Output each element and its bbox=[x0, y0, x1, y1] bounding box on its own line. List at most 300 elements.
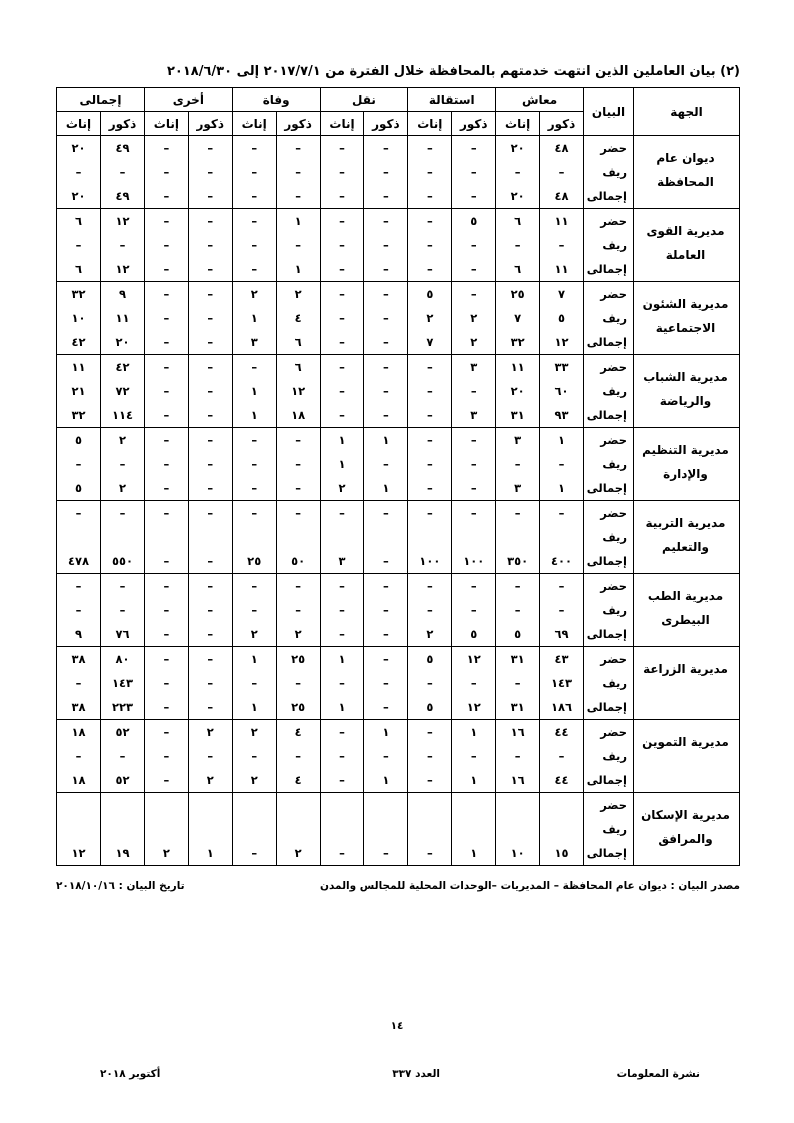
value-cell: ٢٥ bbox=[276, 695, 320, 720]
header-group: معاش bbox=[496, 88, 584, 112]
value-cell: ٣٢ bbox=[496, 330, 540, 355]
value-cell: – bbox=[232, 501, 276, 526]
value-cell: – bbox=[232, 671, 276, 695]
value-cell: – bbox=[408, 671, 452, 695]
value-cell: – bbox=[101, 233, 145, 257]
value-cell: ١ bbox=[540, 476, 584, 501]
value-cell: ١١ bbox=[57, 355, 101, 380]
value-cell: – bbox=[364, 647, 408, 672]
value-cell: ١ bbox=[364, 720, 408, 745]
value-cell: – bbox=[188, 379, 232, 403]
value-cell bbox=[364, 817, 408, 841]
value-cell: ٩ bbox=[57, 622, 101, 647]
value-cell: ٢ bbox=[408, 622, 452, 647]
value-cell: – bbox=[408, 452, 452, 476]
value-cell: – bbox=[452, 136, 496, 161]
header-female: إناث bbox=[408, 112, 452, 136]
value-cell: ١٢ bbox=[452, 647, 496, 672]
value-cell: – bbox=[144, 549, 188, 574]
value-cell: ٤٠٠ bbox=[540, 549, 584, 574]
header-group: وفاة bbox=[232, 88, 320, 112]
value-cell: – bbox=[276, 671, 320, 695]
value-cell: – bbox=[540, 744, 584, 768]
header-female: إناث bbox=[57, 112, 101, 136]
value-cell: – bbox=[364, 549, 408, 574]
value-cell: ١ bbox=[364, 428, 408, 453]
value-cell: – bbox=[364, 282, 408, 307]
value-cell: – bbox=[364, 671, 408, 695]
value-cell: – bbox=[144, 403, 188, 428]
value-cell: – bbox=[320, 841, 364, 866]
value-cell: – bbox=[320, 622, 364, 647]
value-cell: – bbox=[452, 452, 496, 476]
value-cell bbox=[540, 793, 584, 818]
entity-name: مديرية الشئون الاجتماعية bbox=[634, 282, 740, 355]
value-cell: ٢٠ bbox=[57, 136, 101, 161]
value-cell: ٣ bbox=[452, 403, 496, 428]
value-cell: – bbox=[57, 452, 101, 476]
value-cell: ٧ bbox=[540, 282, 584, 307]
value-cell: – bbox=[364, 379, 408, 403]
value-cell: ١٠ bbox=[496, 841, 540, 866]
stats-table bbox=[56, 87, 740, 866]
value-cell: – bbox=[320, 257, 364, 282]
value-cell bbox=[408, 817, 452, 841]
value-cell: – bbox=[144, 355, 188, 380]
value-cell: ٢ bbox=[188, 720, 232, 745]
value-cell: – bbox=[320, 184, 364, 209]
value-cell: ٧٢ bbox=[101, 379, 145, 403]
value-cell: ١٦ bbox=[496, 768, 540, 793]
value-cell: – bbox=[320, 671, 364, 695]
value-cell: – bbox=[364, 257, 408, 282]
value-cell bbox=[232, 817, 276, 841]
value-cell: – bbox=[101, 744, 145, 768]
value-cell: – bbox=[144, 501, 188, 526]
value-cell: ١ bbox=[452, 720, 496, 745]
value-cell: – bbox=[496, 574, 540, 599]
value-cell: ٥٢ bbox=[101, 768, 145, 793]
header-group: أخرى bbox=[144, 88, 232, 112]
row-type-label: ريف bbox=[584, 306, 634, 330]
value-cell: ١٥ bbox=[540, 841, 584, 866]
table-row bbox=[57, 720, 740, 745]
value-cell: – bbox=[144, 209, 188, 234]
value-cell: ١٢ bbox=[57, 841, 101, 866]
value-cell: – bbox=[144, 671, 188, 695]
value-cell: – bbox=[188, 184, 232, 209]
value-cell: – bbox=[276, 501, 320, 526]
value-cell: – bbox=[364, 330, 408, 355]
value-cell: – bbox=[276, 476, 320, 501]
row-type-label: إجمالى bbox=[584, 257, 634, 282]
value-cell: – bbox=[144, 598, 188, 622]
value-cell: – bbox=[188, 452, 232, 476]
value-cell: ٢ bbox=[232, 282, 276, 307]
value-cell: ٤٨ bbox=[540, 184, 584, 209]
value-cell bbox=[408, 793, 452, 818]
header-female: إناث bbox=[496, 112, 540, 136]
value-cell: – bbox=[188, 501, 232, 526]
value-cell: – bbox=[188, 695, 232, 720]
value-cell: ٢٥ bbox=[232, 549, 276, 574]
value-cell: – bbox=[364, 622, 408, 647]
value-cell: ٢٠ bbox=[496, 136, 540, 161]
value-cell: – bbox=[364, 136, 408, 161]
value-cell: – bbox=[101, 598, 145, 622]
value-cell: ٦ bbox=[496, 257, 540, 282]
value-cell: – bbox=[232, 233, 276, 257]
value-cell: ١٤٣ bbox=[101, 671, 145, 695]
value-cell: ١ bbox=[320, 428, 364, 453]
entity-name: مديرية القوى العاملة bbox=[634, 209, 740, 282]
value-cell: – bbox=[452, 671, 496, 695]
value-cell: – bbox=[57, 574, 101, 599]
value-cell bbox=[144, 817, 188, 841]
value-cell: – bbox=[364, 501, 408, 526]
value-cell: ٥ bbox=[408, 695, 452, 720]
row-type-label: حضر bbox=[584, 501, 634, 526]
value-cell: – bbox=[364, 598, 408, 622]
value-cell: ١ bbox=[232, 695, 276, 720]
header-row-1 bbox=[57, 88, 740, 112]
value-cell: – bbox=[408, 257, 452, 282]
entity-name: مديرية الزراعة bbox=[634, 647, 740, 720]
value-cell: ٥ bbox=[452, 622, 496, 647]
value-cell: ٥ bbox=[540, 306, 584, 330]
value-cell: ٢ bbox=[188, 768, 232, 793]
value-cell: ١٢ bbox=[101, 257, 145, 282]
value-cell: – bbox=[320, 233, 364, 257]
value-cell: ١ bbox=[188, 841, 232, 866]
value-cell: ٥ bbox=[496, 622, 540, 647]
value-cell: ١٠٠ bbox=[452, 549, 496, 574]
value-cell: ٤٨ bbox=[540, 136, 584, 161]
value-cell: ٤٤ bbox=[540, 768, 584, 793]
value-cell: – bbox=[276, 136, 320, 161]
value-cell: ٣٣ bbox=[540, 355, 584, 380]
value-cell: ١ bbox=[364, 476, 408, 501]
value-cell: – bbox=[496, 160, 540, 184]
value-cell: ١٨ bbox=[276, 403, 320, 428]
value-cell: – bbox=[144, 282, 188, 307]
table-row bbox=[57, 355, 740, 380]
value-cell: – bbox=[276, 428, 320, 453]
footer-bulletin: نشرة المعلومات bbox=[616, 1068, 700, 1080]
row-type-label: ريف bbox=[584, 817, 634, 841]
value-cell: – bbox=[144, 476, 188, 501]
value-cell: ١ bbox=[452, 768, 496, 793]
value-cell bbox=[57, 525, 101, 549]
value-cell: – bbox=[276, 233, 320, 257]
value-cell: – bbox=[232, 428, 276, 453]
value-cell: – bbox=[144, 428, 188, 453]
value-cell bbox=[57, 817, 101, 841]
value-cell: ٢ bbox=[320, 476, 364, 501]
value-cell: – bbox=[144, 379, 188, 403]
value-cell bbox=[364, 793, 408, 818]
value-cell: – bbox=[452, 379, 496, 403]
value-cell: ٣٨ bbox=[57, 647, 101, 672]
header-female: إناث bbox=[144, 112, 188, 136]
value-cell: – bbox=[101, 452, 145, 476]
value-cell: – bbox=[144, 306, 188, 330]
value-cell: ١ bbox=[276, 209, 320, 234]
value-cell: – bbox=[408, 841, 452, 866]
value-cell: – bbox=[364, 403, 408, 428]
entity-name: مديرية التربية والتعليم bbox=[634, 501, 740, 574]
value-cell bbox=[232, 793, 276, 818]
value-cell: – bbox=[232, 452, 276, 476]
value-cell: ١ bbox=[276, 257, 320, 282]
value-cell: – bbox=[364, 160, 408, 184]
value-cell: – bbox=[320, 720, 364, 745]
value-cell: – bbox=[496, 598, 540, 622]
value-cell: – bbox=[540, 598, 584, 622]
value-cell: ١٨ bbox=[57, 720, 101, 745]
value-cell: ١ bbox=[320, 647, 364, 672]
value-cell bbox=[320, 793, 364, 818]
footer-issue: العدد ٣٣٧ bbox=[392, 1068, 440, 1080]
value-cell: – bbox=[364, 452, 408, 476]
header-female: إناث bbox=[232, 112, 276, 136]
row-type-label: حضر bbox=[584, 574, 634, 599]
value-cell: – bbox=[101, 160, 145, 184]
value-cell: – bbox=[540, 160, 584, 184]
value-cell bbox=[101, 817, 145, 841]
value-cell: – bbox=[408, 476, 452, 501]
value-cell bbox=[496, 525, 540, 549]
table-row bbox=[57, 647, 740, 672]
value-cell: – bbox=[57, 501, 101, 526]
value-cell: – bbox=[364, 355, 408, 380]
value-cell: ١٢ bbox=[101, 209, 145, 234]
value-cell: – bbox=[188, 598, 232, 622]
value-cell: ٢ bbox=[276, 282, 320, 307]
value-cell: – bbox=[320, 379, 364, 403]
value-cell bbox=[320, 817, 364, 841]
value-cell bbox=[144, 525, 188, 549]
table-body bbox=[57, 136, 740, 866]
value-cell: – bbox=[320, 355, 364, 380]
header-male: ذكور bbox=[101, 112, 145, 136]
value-cell: – bbox=[408, 184, 452, 209]
value-cell: ٦ bbox=[57, 209, 101, 234]
value-cell: – bbox=[408, 160, 452, 184]
value-cell: ٣١ bbox=[496, 695, 540, 720]
value-cell: – bbox=[232, 257, 276, 282]
table-row bbox=[57, 428, 740, 453]
value-cell: – bbox=[452, 233, 496, 257]
value-cell: ٤ bbox=[276, 768, 320, 793]
value-cell bbox=[144, 793, 188, 818]
header-male: ذكور bbox=[276, 112, 320, 136]
value-cell: ٩ bbox=[101, 282, 145, 307]
value-cell: ٩٣ bbox=[540, 403, 584, 428]
value-cell: – bbox=[57, 671, 101, 695]
value-cell: – bbox=[364, 574, 408, 599]
value-cell: ٣٥٠ bbox=[496, 549, 540, 574]
value-cell: – bbox=[232, 355, 276, 380]
value-cell: ٢٠ bbox=[57, 184, 101, 209]
value-cell: – bbox=[364, 744, 408, 768]
value-cell: – bbox=[188, 549, 232, 574]
value-cell: – bbox=[188, 209, 232, 234]
value-cell: ٥ bbox=[57, 428, 101, 453]
value-cell: ٦ bbox=[276, 355, 320, 380]
value-cell: – bbox=[144, 647, 188, 672]
value-cell: – bbox=[452, 744, 496, 768]
value-cell: – bbox=[57, 598, 101, 622]
value-cell bbox=[452, 817, 496, 841]
value-cell: ٤٣ bbox=[540, 647, 584, 672]
value-cell: ١٢ bbox=[452, 695, 496, 720]
value-cell: – bbox=[232, 598, 276, 622]
value-cell: ١١ bbox=[101, 306, 145, 330]
value-cell: ١ bbox=[232, 403, 276, 428]
value-cell: ١١ bbox=[540, 257, 584, 282]
value-cell: ٦ bbox=[57, 257, 101, 282]
entity-name: مديرية التموين bbox=[634, 720, 740, 793]
value-cell: ١ bbox=[452, 841, 496, 866]
entity-name: مديرية الطب البيطرى bbox=[634, 574, 740, 647]
value-cell: ١ bbox=[232, 306, 276, 330]
row-type-label: ريف bbox=[584, 233, 634, 257]
value-cell: – bbox=[320, 768, 364, 793]
value-cell: – bbox=[452, 476, 496, 501]
value-cell: – bbox=[144, 695, 188, 720]
value-cell bbox=[496, 793, 540, 818]
value-cell: ٢٢٣ bbox=[101, 695, 145, 720]
value-cell bbox=[101, 525, 145, 549]
value-cell bbox=[188, 793, 232, 818]
header-statement: البيان bbox=[584, 88, 634, 136]
value-cell: ١٩ bbox=[101, 841, 145, 866]
value-cell: ٦٩ bbox=[540, 622, 584, 647]
value-cell: – bbox=[496, 233, 540, 257]
row-type-label: حضر bbox=[584, 428, 634, 453]
value-cell: – bbox=[188, 428, 232, 453]
value-cell: ٣ bbox=[232, 330, 276, 355]
value-cell: – bbox=[144, 330, 188, 355]
value-cell: ١١ bbox=[496, 355, 540, 380]
value-cell: – bbox=[452, 257, 496, 282]
value-cell: ٢٠ bbox=[496, 184, 540, 209]
value-cell: ١٦ bbox=[496, 720, 540, 745]
value-cell: – bbox=[320, 403, 364, 428]
value-cell: – bbox=[364, 841, 408, 866]
value-cell: – bbox=[101, 574, 145, 599]
statement-date: تاريخ البيان : ٢٠١٨/١٠/١٦ bbox=[56, 880, 185, 892]
value-cell: – bbox=[188, 744, 232, 768]
header-entity: الجهة bbox=[634, 88, 740, 136]
entity-name: مديرية التنظيم والإدارة bbox=[634, 428, 740, 501]
value-cell: – bbox=[144, 768, 188, 793]
value-cell: – bbox=[540, 452, 584, 476]
value-cell: ٤٩ bbox=[101, 136, 145, 161]
entity-name: مديرية الشباب والرياضة bbox=[634, 355, 740, 428]
value-cell: – bbox=[408, 768, 452, 793]
value-cell: – bbox=[320, 574, 364, 599]
value-cell: – bbox=[144, 744, 188, 768]
value-cell: ١ bbox=[320, 452, 364, 476]
value-cell: – bbox=[188, 160, 232, 184]
header-male: ذكور bbox=[540, 112, 584, 136]
value-cell: ٢ bbox=[144, 841, 188, 866]
footer-date: أكتوبر ٢٠١٨ bbox=[100, 1068, 161, 1080]
header-male: ذكور bbox=[364, 112, 408, 136]
header-male: ذكور bbox=[452, 112, 496, 136]
row-type-label: ريف bbox=[584, 671, 634, 695]
value-cell: – bbox=[408, 574, 452, 599]
value-cell: – bbox=[452, 598, 496, 622]
value-cell: – bbox=[320, 209, 364, 234]
value-cell: ٧٦ bbox=[101, 622, 145, 647]
value-cell: ١٨٦ bbox=[540, 695, 584, 720]
entity-name: ديوان عام المحافظة bbox=[634, 136, 740, 209]
value-cell: – bbox=[364, 233, 408, 257]
value-cell: – bbox=[144, 233, 188, 257]
row-type-label: ريف bbox=[584, 379, 634, 403]
value-cell bbox=[276, 817, 320, 841]
row-type-label: ريف bbox=[584, 525, 634, 549]
value-cell: – bbox=[364, 695, 408, 720]
value-cell: – bbox=[364, 184, 408, 209]
value-cell: – bbox=[496, 671, 540, 695]
value-cell: – bbox=[57, 744, 101, 768]
page-title: (٢) بيان العاملين الذين انتهت خدمتهم بالمحافظة خلال الفترة من ٢٠١٧/٧/١ إلى ٢٠١٨/٦/٣٠ bbox=[167, 64, 740, 79]
value-cell bbox=[408, 525, 452, 549]
value-cell: ٢١ bbox=[57, 379, 101, 403]
value-cell: – bbox=[144, 720, 188, 745]
value-cell: – bbox=[320, 160, 364, 184]
value-cell: ٣١ bbox=[496, 403, 540, 428]
value-cell: ٢ bbox=[276, 841, 320, 866]
value-cell: ٣ bbox=[496, 476, 540, 501]
value-cell: – bbox=[276, 574, 320, 599]
row-type-label: ريف bbox=[584, 598, 634, 622]
value-cell: ٢ bbox=[232, 768, 276, 793]
value-cell: ١ bbox=[232, 379, 276, 403]
value-cell: ٢ bbox=[232, 622, 276, 647]
header-female: إناث bbox=[320, 112, 364, 136]
row-type-label: حضر bbox=[584, 793, 634, 818]
value-cell: – bbox=[57, 160, 101, 184]
value-cell: – bbox=[232, 574, 276, 599]
value-cell bbox=[188, 525, 232, 549]
row-type-label: إجمالى bbox=[584, 330, 634, 355]
value-cell: – bbox=[408, 501, 452, 526]
value-cell: – bbox=[320, 598, 364, 622]
value-cell: – bbox=[408, 233, 452, 257]
value-cell: – bbox=[101, 501, 145, 526]
row-type-label: ريف bbox=[584, 160, 634, 184]
value-cell: – bbox=[276, 452, 320, 476]
value-cell: – bbox=[144, 136, 188, 161]
value-cell: ٢ bbox=[101, 428, 145, 453]
value-cell: ٣٢ bbox=[57, 403, 101, 428]
value-cell: – bbox=[188, 257, 232, 282]
value-cell: ٥٢ bbox=[101, 720, 145, 745]
value-cell: ٢ bbox=[276, 622, 320, 647]
value-cell: ٥ bbox=[452, 209, 496, 234]
value-cell: ١٠ bbox=[57, 306, 101, 330]
table-row bbox=[57, 793, 740, 818]
row-type-label: حضر bbox=[584, 355, 634, 380]
header-male: ذكور bbox=[188, 112, 232, 136]
value-cell: – bbox=[232, 744, 276, 768]
value-cell bbox=[320, 525, 364, 549]
